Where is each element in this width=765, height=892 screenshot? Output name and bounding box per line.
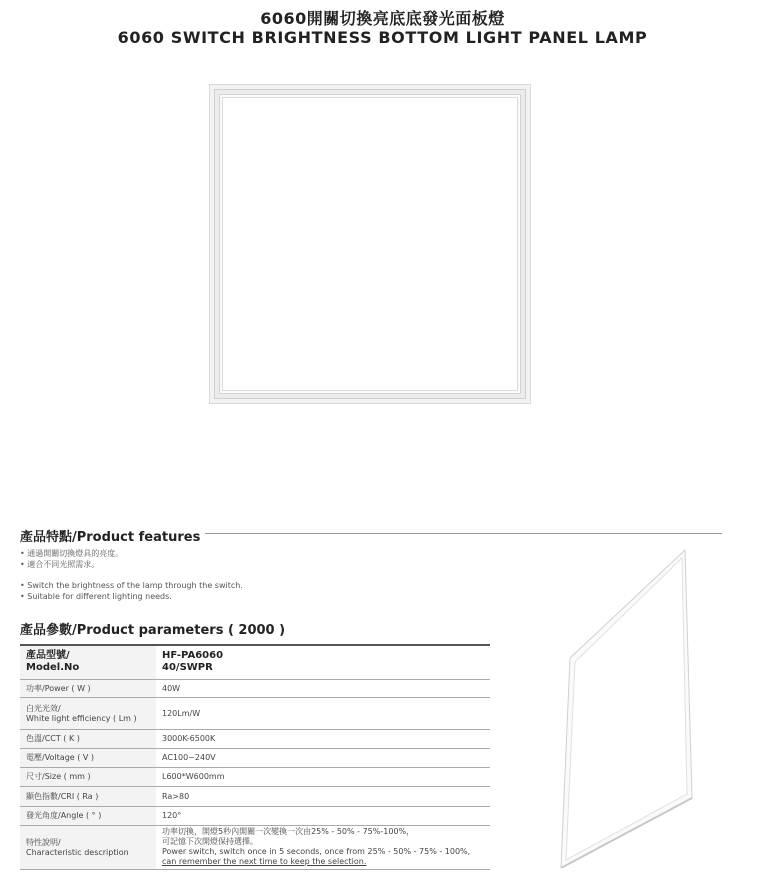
param-label: 發光角度/Angle ( ° ) — [20, 806, 156, 825]
param-label: White light efficiency ( Lm ) — [26, 714, 137, 723]
features-heading: 產品特點/Product features — [20, 530, 201, 545]
table-row — [20, 825, 490, 869]
table-row — [20, 767, 490, 786]
feature-zh-item: • 適合不同光照需求。 — [20, 560, 100, 569]
param-label: 特性說明/ — [26, 838, 61, 847]
param-label: Characteristic description — [26, 848, 129, 857]
parameters-table — [20, 644, 490, 870]
feature-en-item: • Suitable for different lighting needs. — [20, 592, 172, 601]
param-value: Ra>80 — [156, 786, 490, 806]
param-value: 40W — [156, 679, 490, 697]
features-en-list — [20, 580, 243, 602]
param-value: AC100~240V — [156, 748, 490, 767]
param-value-line: 功率切換，開燈5秒內開關一次變換一次由25% - 50% - 75%-100%， — [162, 827, 415, 836]
param-label: 白光光效/ — [26, 704, 61, 713]
table-row — [20, 786, 490, 806]
model-value-line: 40/SWPR — [162, 662, 213, 674]
param-label: 色溫/CCT ( K ) — [20, 729, 156, 748]
param-value-line: can remember the next time to keep the selection. — [162, 857, 367, 866]
model-label-en: Model.No — [26, 662, 80, 674]
panel-lamp-light-surface — [222, 97, 518, 391]
param-value-line: Power switch, switch once in 5 seconds, once from 25% - 50% - 75% - 100%, — [162, 847, 471, 856]
table-row — [20, 748, 490, 767]
param-value: 120Lm/W — [156, 697, 490, 729]
feature-en-item: • Switch the brightness of the lamp through the switch. — [20, 581, 243, 590]
table-row — [20, 729, 490, 748]
model-label-zh: 產品型號/ — [26, 650, 70, 662]
model-value-line: HF-PA6060 — [162, 650, 224, 662]
model-label-cell — [20, 645, 156, 679]
param-label: 尺寸/Size ( mm ) — [20, 767, 156, 786]
param-label-cell — [20, 825, 156, 869]
param-value-cell — [156, 825, 490, 869]
param-label: 電壓/Voltage ( V ) — [20, 748, 156, 767]
title-chinese: 6060開關切換亮底底發光面板燈 — [260, 9, 505, 28]
param-value: L600*W600mm — [156, 767, 490, 786]
model-value-cell — [156, 645, 490, 679]
panel-lamp-perspective-image — [555, 548, 705, 868]
title-english: 6060 SWITCH BRIGHTNESS BOTTOM LIGHT PANEL LAMP — [117, 28, 648, 47]
parameters-heading: 產品參數/Product parameters ( 2000 ) — [20, 623, 286, 638]
feature-zh-item: • 通過開關切換燈具的亮度。 — [20, 549, 124, 558]
param-label: 功率/Power ( W ) — [20, 679, 156, 697]
table-row — [20, 697, 490, 729]
features-zh-list — [20, 548, 123, 570]
param-value: 3000K-6500K — [156, 729, 490, 748]
table-row — [20, 679, 490, 697]
table-header-row — [20, 645, 490, 679]
param-label: 顯色指數/CRI ( Ra ) — [20, 786, 156, 806]
features-divider — [205, 533, 722, 534]
table-row — [20, 806, 490, 825]
param-value-line: 可記憶下次開燈保持選擇。 — [162, 837, 258, 846]
param-label-cell — [20, 697, 156, 729]
param-value: 120° — [156, 806, 490, 825]
panel-lamp-front-image — [209, 84, 531, 404]
